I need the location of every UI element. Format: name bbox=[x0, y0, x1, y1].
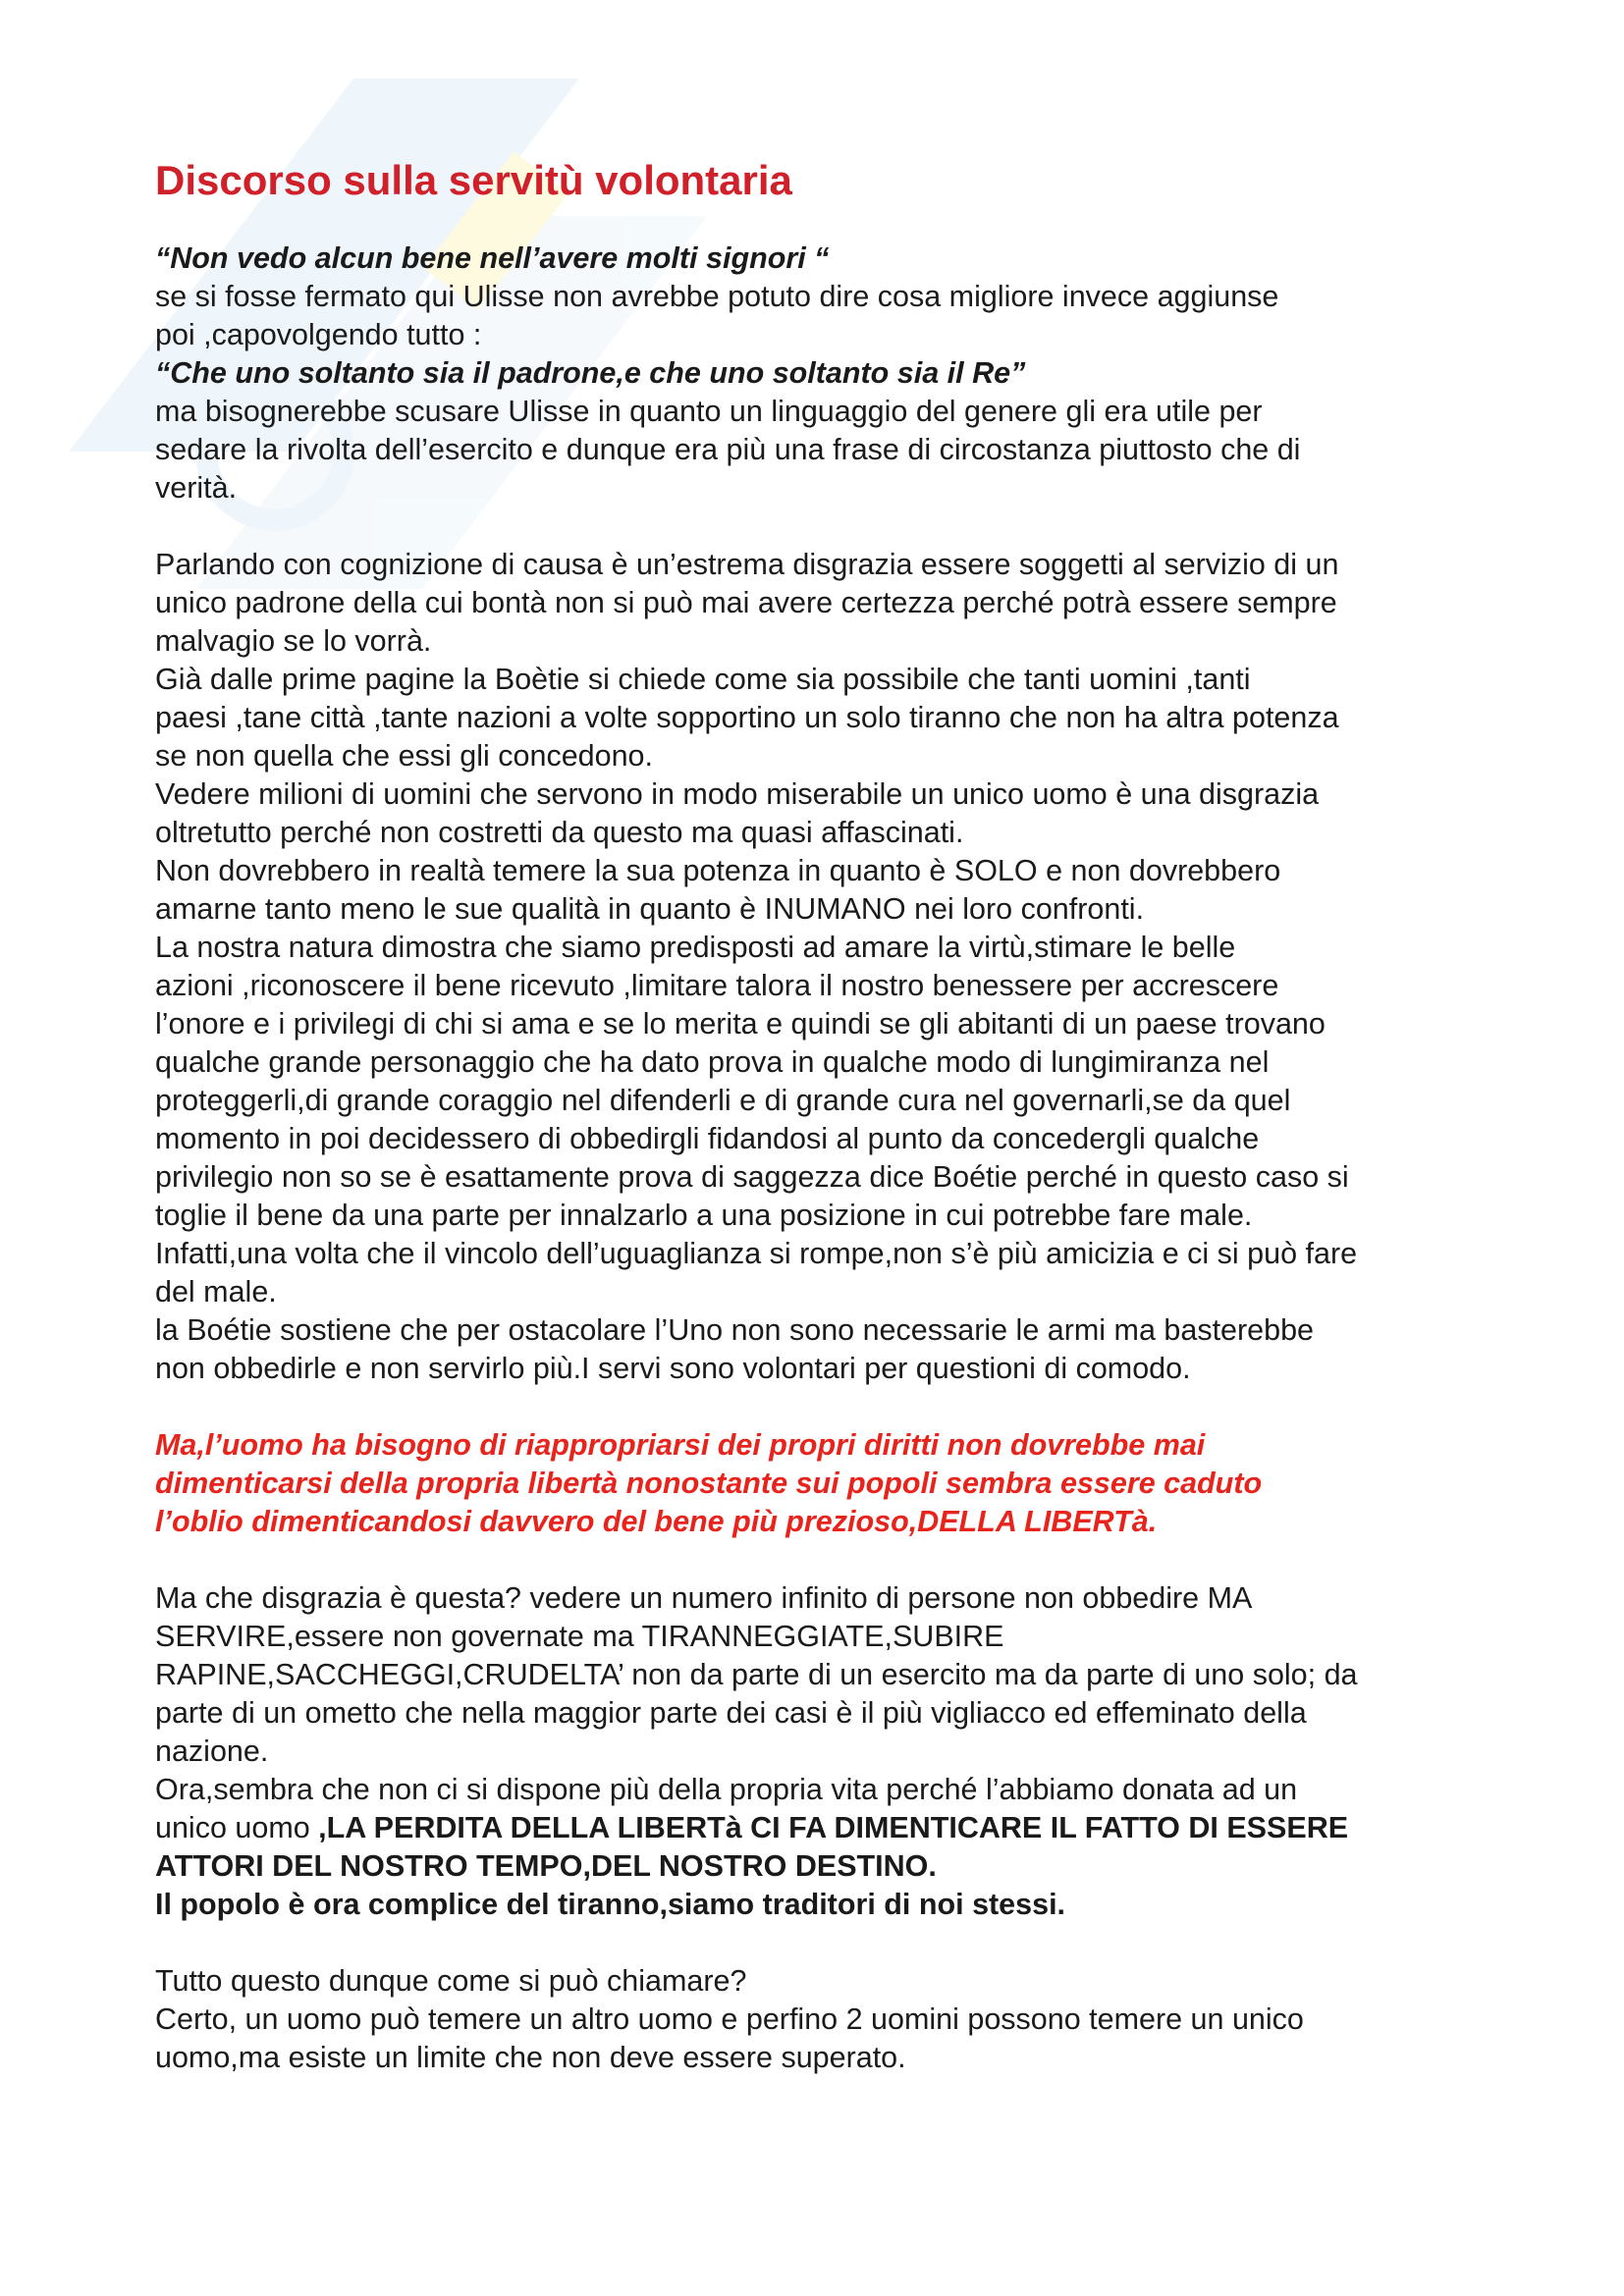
text-line: unico padrone della cui bontà non si può mai avere certezza perché potrà essere sempre bbox=[155, 586, 1337, 619]
text-line: Ma che disgrazia è questa? vedere un numero infinito di persone non obbedire MA bbox=[155, 1581, 1253, 1615]
text-line: privilegio non so se è esattamente prova di saggezza dice Boétie perché in questo caso si bbox=[155, 1160, 1349, 1194]
mixed-line bbox=[155, 1809, 1490, 1847]
text-line: l’onore e i privilegi di chi si ama e se lo merita e quindi se gli abitanti di un paese trovano bbox=[155, 1007, 1326, 1041]
bold-line: Il popolo è ora complice del tiranno,siamo traditori di noi stessi. bbox=[155, 1888, 1066, 1921]
text-line: poi ,capovolgendo tutto : bbox=[155, 318, 482, 351]
text-line: del male. bbox=[155, 1275, 277, 1308]
highlight-line: Ma,l’uomo ha bisogno di riappropriarsi dei propri diritti non dovrebbe mai bbox=[155, 1428, 1206, 1462]
highlight-line: l’oblio dimenticandosi davvero del bene più prezioso,DELLA LIBERTà. bbox=[155, 1505, 1158, 1538]
document-title: Discorso sulla servitù volontaria bbox=[155, 157, 792, 203]
text-line: la Boétie sostiene che per ostacolare l’Uno non sono necessarie le armi ma basterebbe bbox=[155, 1313, 1315, 1347]
paragraph-spacer bbox=[155, 1924, 1490, 1962]
text-line: se si fosse fermato qui Ulisse non avrebbe potuto dire cosa migliore invece aggiunse bbox=[155, 280, 1279, 313]
text-line: Tutto questo dunque come si può chiamare? bbox=[155, 1964, 747, 1998]
paragraph-spacer bbox=[155, 507, 1490, 546]
text-line: paesi ,tane città ,tante nazioni a volte sopportino un solo tiranno che non ha altra potenza bbox=[155, 701, 1339, 734]
text-line: Vedere milioni di uomini che servono in modo miserabile un unico uomo è una disgrazia bbox=[155, 777, 1320, 811]
text-line: Ora,sembra che non ci si dispone più della propria vita perché l’abbiamo donata ad un bbox=[155, 1773, 1298, 1806]
text-line: sedare la rivolta dell’esercito e dunque era più una frase di circostanza piuttosto che di bbox=[155, 433, 1301, 466]
text-line: uomo,ma esiste un limite che non deve essere superato. bbox=[155, 2041, 906, 2074]
text-line: azioni ,riconoscere il bene ricevuto ,limitare talora il nostro benessere per accrescere bbox=[155, 969, 1279, 1002]
text-line: nazione. bbox=[155, 1735, 269, 1768]
quote-uno-soltanto: “Che uno soltanto sia il padrone,e che uno soltanto sia il Re” bbox=[155, 356, 1026, 390]
paragraph-disgrazia bbox=[155, 1579, 1490, 1924]
quote-molti-signori: “Non vedo alcun bene nell’avere molti signori “ bbox=[155, 241, 830, 275]
highlight-line: dimenticarsi della propria libertà nonostante sui popoli sembra essere caduto bbox=[155, 1467, 1263, 1500]
text-line: verità. bbox=[155, 471, 238, 505]
bold-fragment: ,LA PERDITA DELLA LIBERTà CI FA DIMENTICARE IL FATTO DI ESSERE bbox=[318, 1811, 1349, 1844]
text-line: malvagio se lo vorrà. bbox=[155, 624, 432, 658]
text-line: Già dalle prime pagine la Boètie si chiede come sia possibile che tanti uomini ,tanti bbox=[155, 663, 1251, 696]
text-line: qualche grande personaggio che ha dato prova in qualche modo di lungimiranza nel bbox=[155, 1045, 1270, 1079]
bold-line: ATTORI DEL NOSTRO TEMPO,DEL NOSTRO DESTINO. bbox=[155, 1849, 937, 1883]
text-line: toglie il bene da una parte per innalzarlo a una posizione in cui potrebbe fare male. bbox=[155, 1199, 1253, 1232]
text-line: La nostra natura dimostra che siamo predisposti ad amare la virtù,stimare le belle bbox=[155, 931, 1236, 964]
text-line: SERVIRE,essere non governate ma TIRANNEGGIATE,SUBIRE bbox=[155, 1620, 1004, 1653]
text-line: ma bisognerebbe scusare Ulisse in quanto un linguaggio del genere gli era utile per bbox=[155, 395, 1263, 428]
text-line: momento in poi decidessero di obbedirgli fidandosi al punto da concedergli qualche bbox=[155, 1122, 1260, 1155]
text-line: proteggerli,di grande coraggio nel difenderli e di grande cura nel governarli,se da quel bbox=[155, 1084, 1291, 1117]
text-line: amarne tanto meno le sue qualità in quanto è INUMANO nei loro confronti. bbox=[155, 892, 1145, 926]
text-fragment: unico uomo bbox=[155, 1811, 319, 1844]
text-line: Parlando con cognizione di causa è un’estrema disgrazia essere soggetti al servizio di un bbox=[155, 548, 1339, 581]
text-line: RAPINE,SACCHEGGI,CRUDELTA’ non da parte di un esercito ma da parte di uno solo; da bbox=[155, 1658, 1358, 1691]
text-line: se non quella che essi gli concedono. bbox=[155, 739, 653, 773]
document-page bbox=[155, 157, 1490, 2077]
paragraph-conclusione bbox=[155, 1962, 1490, 2077]
text-line: oltretutto perché non costretti da questo ma quasi affascinati. bbox=[155, 816, 964, 849]
text-line: parte di un ometto che nella maggior parte dei casi è il più vigliacco ed effeminato della bbox=[155, 1696, 1307, 1730]
text-line: Infatti,una volta che il vincolo dell’uguaglianza si rompe,non s’è più amicizia e ci si può fare bbox=[155, 1237, 1358, 1270]
text-line: non obbedirle e non servirlo più.I servi sono volontari per questioni di comodo. bbox=[155, 1352, 1191, 1385]
paragraph-highlight-liberta bbox=[155, 1426, 1490, 1541]
text-line: Non dovrebbero in realtà temere la sua potenza in quanto è SOLO e non dovrebbero bbox=[155, 854, 1281, 887]
paragraph-spacer bbox=[155, 1388, 1490, 1426]
paragraph-boetie bbox=[155, 546, 1490, 1388]
paragraph-ulisse bbox=[155, 240, 1490, 507]
paragraph-spacer bbox=[155, 1541, 1490, 1579]
text-line: Certo, un uomo può temere un altro uomo e perfino 2 uomini possono temere un unico bbox=[155, 2002, 1304, 2036]
